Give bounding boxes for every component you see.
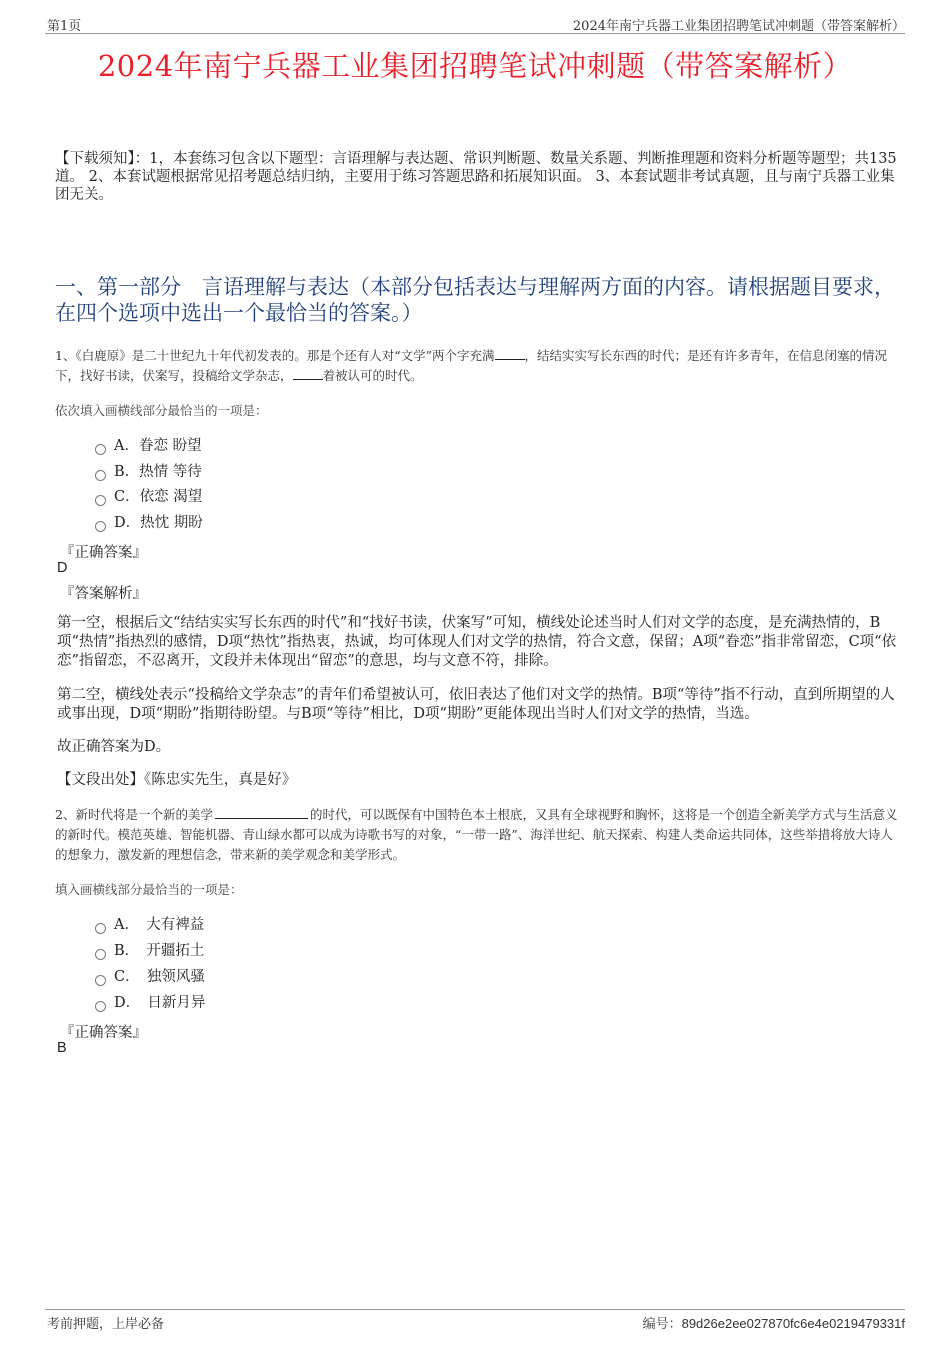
document-code-label: 编号： xyxy=(642,1317,682,1332)
question-2-text-part-a: 2、新时代将是一个新的美学 xyxy=(55,807,213,822)
question-1-text-part-a: 1、《白鹿原》是二十世纪九十年代初发表的。那是个还有人对“文学”两个字充满 xyxy=(55,348,495,363)
question-2-option-c[interactable] xyxy=(95,967,205,987)
radio-button-icon[interactable] xyxy=(95,923,106,934)
question-2-option-b[interactable] xyxy=(95,941,204,961)
section-heading: 一、第一部分 言语理解与表达（本部分包括表达与理解两方面的内容。请根据题目要求，在四个选项中选出一个最恰当的答案。） xyxy=(55,275,895,325)
radio-button-icon[interactable] xyxy=(95,521,106,532)
radio-button-icon[interactable] xyxy=(95,949,106,960)
question-1-blank-2 xyxy=(293,367,323,380)
question-2-answer-label: 『正确答案』 xyxy=(60,1025,147,1041)
question-1-analysis-paragraph-1: 第一空，根据后文“结结实实写长东西的时代”和“找好书读，伏案写”可知，横线处论述当时人们对文学的态度，是充满热情的，B项“热情”指热烈的感情，D项“热忱”指热衷，热诚，均可体现人们对文学的热情，符合文意，保留；A项“眷恋”指非常留恋，C项“依恋”指留恋，不忍离开，文段并未体现出“留恋”的意思，均与文意不符，排除。 xyxy=(57,615,897,669)
running-header-title: 2024年南宁兵器工业集团招聘笔试冲刺题（带答案解析） xyxy=(572,19,905,34)
question-2-answer: B xyxy=(57,1040,67,1056)
question-1-text xyxy=(55,346,900,386)
option-label: D．热忱 期盼 xyxy=(114,515,203,531)
question-1-option-a[interactable] xyxy=(95,436,202,456)
option-label: C．依恋 渴望 xyxy=(114,489,203,505)
question-1-option-b[interactable] xyxy=(95,462,202,482)
footer-divider xyxy=(45,1309,905,1310)
document-title: 2024年南宁兵器工业集团招聘笔试冲刺题（带答案解析） xyxy=(97,49,853,83)
page-number: 第1页 xyxy=(47,19,82,34)
question-2-text xyxy=(55,805,900,865)
question-1-answer-label: 『正确答案』 xyxy=(60,545,147,561)
radio-button-icon[interactable] xyxy=(95,470,106,481)
question-1-answer: D xyxy=(57,560,68,576)
question-1-blank-1 xyxy=(495,347,525,360)
radio-button-icon[interactable] xyxy=(95,975,106,986)
question-1-text-part-c: 着被认可的时代。 xyxy=(322,368,423,383)
question-1-option-c[interactable] xyxy=(95,487,202,507)
question-1-text-part-b: ，结结实实写长东西的时代；是还有许多青年，在信息闭塞的情况下，找好书读，伏案写，投稿给文学杂志， xyxy=(55,348,888,383)
question-2-option-d[interactable] xyxy=(95,993,205,1013)
document-code-value: 89d26e2ee027870fc6e4e0219479331f xyxy=(681,1316,905,1331)
question-1-option-d[interactable] xyxy=(95,513,203,533)
question-2-text-part-b: 的时代，可以既保有中国特色本土根底，又具有全球视野和胸怀，这将是一个创造全新美学方式与生活意义的新时代。模范英雄、智能机器、青山绿水都可以成为诗歌书写的对象，“一带一路”、海洋世纪、航天探索、构建人类命运共同体，这些举措将放大诗人的想象力，激发新的理想信念，带来新的美学观念和美学形式。 xyxy=(55,807,898,862)
header-divider xyxy=(45,33,905,34)
question-2-prompt: 填入画横线部分最恰当的一项是： xyxy=(55,882,243,897)
question-1-conclusion: 故正确答案为D。 xyxy=(57,739,171,755)
option-label: A．眷恋 盼望 xyxy=(114,438,202,454)
option-label: B．热情 等待 xyxy=(114,464,202,480)
option-label: C． 独领风骚 xyxy=(114,969,205,985)
option-label: D． 日新月异 xyxy=(114,995,206,1011)
question-1-analysis-paragraph-2: 第二空，横线处表示“投稿给文学杂志”的青年们希望被认可，依旧表达了他们对文学的热情。B项“等待”指不行动，直到所期望的人或事出现，D项“期盼”指期待盼望。与B项“等待”相比，D项“期盼”更能体现出当时人们对文学的热情，当选。 xyxy=(57,687,895,722)
download-notice: 【下载须知】：1，本套练习包含以下题型：言语理解与表达题、常识判断题、数量关系题、判断推理题和资料分析题等题型；共135道。 2、本套试题根据常见招考题总结归纳，主要用于练习答题思路和拓展知识面。 3、本套试题非考试真题，且与南宁兵器工业集团无关。 xyxy=(55,151,897,203)
question-1-source: 【文段出处】《陈忠实先生，真是好》 xyxy=(57,772,297,788)
question-1-analysis-label: 『答案解析』 xyxy=(60,586,147,602)
question-1-prompt: 依次填入画横线部分最恰当的一项是： xyxy=(55,403,268,418)
radio-button-icon[interactable] xyxy=(95,444,106,455)
question-2-blank xyxy=(215,806,308,819)
footer-slogan: 考前押题，上岸必备 xyxy=(47,1317,165,1332)
question-2-option-a[interactable] xyxy=(95,915,204,935)
radio-button-icon[interactable] xyxy=(95,1001,106,1012)
option-label: B． 开疆拓土 xyxy=(114,943,205,959)
option-label: A． 大有裨益 xyxy=(114,917,205,933)
document-code xyxy=(643,1313,905,1332)
radio-button-icon[interactable] xyxy=(95,495,106,506)
